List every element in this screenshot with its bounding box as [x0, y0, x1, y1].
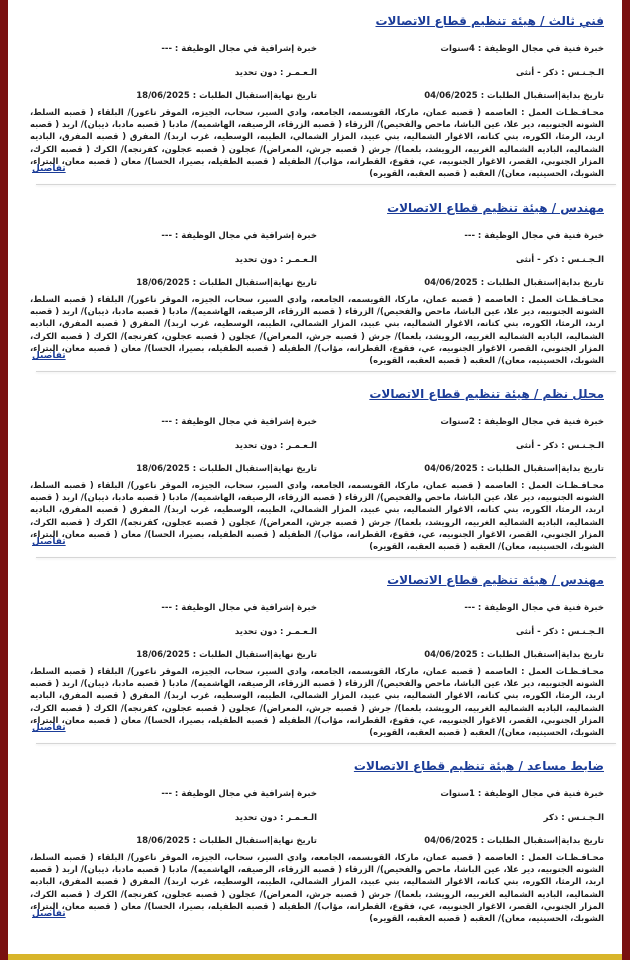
application-start-date: تاريخ بداية|استقبال الطلبات : 04/06/2025 — [424, 650, 604, 660]
job-card — [8, 559, 622, 744]
gender: الـجـنـس : ذكر — [543, 813, 604, 823]
technical-experience: خبرة فنية في مجال الوظيفة : 1سنوات — [440, 789, 604, 799]
application-start-date: تاريخ بداية|استقبال الطلبات : 04/06/2025 — [424, 91, 604, 101]
technical-experience: خبرة فنية في مجال الوظيفة : 2سنوات — [440, 417, 604, 427]
work-governorates: محـافـظـات العمل : العاصمه ( قصبه عمان، ماركا، القويسمه، الجامعه، وادي السير، سحاب، الجيزه، الموقر ناعور)/ البلقاء ( قصبه السلط، الشونه الجنوبيه، دير علا، عين الباشا، ماحص والفحيص)/ الزرقاء ( قصبه الزرقاء، الرصيفه، الهاشميه)/ مادبا ( قصبه مادبا، ذيبان)/ اربد ( قصبه اربد، الرمثا، الكوره، بني كنانه، الاغوار الشماليه، بني عبيد، المزار الشمالي، الطيبه، الوسطيه، غرب اربد)/ المفرق ( قصبه المفرق، الباديه الشماليه، الباديه الشماليه الغربيه، الرويشد، بلعما)/ جرش ( قصبه جرش، المعراض)/ عجلون ( قصبه عجلون، كفرنجه)/ الكرك ( قصبه الكرك، المزار الجنوبي، القصر، الاغوار الجنوبيه، عي، فقوع، القطرانه، مؤاب)/ الطفيله ( قصبه الطفيله، بصيرا، الحسا)/ معان ( قصبه معان، البتراء، الشوبك، الحسينيه، معان)/ العقبه ( قصبه العقبه، القويره) — [30, 294, 604, 366]
supervisory-experience: خبرة إشرافية في مجال الوظيفة : --- — [161, 44, 317, 54]
age: الـعـمـر : دون تحديد — [234, 255, 317, 265]
supervisory-experience: خبرة إشرافية في مجال الوظيفة : --- — [161, 789, 317, 799]
age: الـعـمـر : دون تحديد — [234, 441, 317, 451]
job-card — [8, 745, 622, 930]
details-link[interactable]: تفاصيل — [32, 723, 66, 733]
technical-experience: خبرة فنية في مجال الوظيفة : 4سنوات — [440, 44, 604, 54]
job-title-link[interactable]: ضابط مساعد / هيئة تنظيم قطاع الاتصالات — [353, 759, 604, 773]
job-title-link[interactable]: مهندس / هيئة تنظيم قطاع الاتصالات — [387, 573, 604, 587]
work-governorates: محـافـظـات العمل : العاصمه ( قصبه عمان، ماركا، القويسمه، الجامعه، وادي السير، سحاب، الجيزه، الموقر ناعور)/ البلقاء ( قصبه السلط، الشونه الجنوبيه، دير علا، عين الباشا، ماحص والفحيص)/ الزرقاء ( قصبه الزرقاء، الرصيفه، الهاشميه)/ مادبا ( قصبه مادبا، ذيبان)/ اربد ( قصبه اربد، الرمثا، الكوره، بني كنانه، الاغوار الشماليه، بني عبيد، المزار الشمالي، الطيبه، الوسطيه، غرب اربد)/ المفرق ( قصبه المفرق، الباديه الشماليه، الباديه الشماليه الغربيه، الرويشد، بلعما)/ جرش ( قصبه جرش، المعراض)/ عجلون ( قصبه عجلون، كفرنجه)/ الكرك ( قصبه الكرك، المزار الجنوبي، القصر، الاغوار الجنوبيه، عي، فقوع، القطرانه، مؤاب)/ الطفيله ( قصبه الطفيله، بصيرا، الحسا)/ معان ( قصبه معان، البتراء، الشوبك، الحسينيه، معان)/ العقبه ( قصبه العقبه، القويره) — [30, 852, 604, 924]
job-card — [8, 187, 622, 372]
job-card — [8, 0, 622, 185]
card-divider — [36, 557, 616, 558]
application-start-date: تاريخ بداية|استقبال الطلبات : 04/06/2025 — [424, 464, 604, 474]
application-end-date: تاريخ نهاية|استقبال الطلبات : 18/06/2025 — [136, 91, 317, 101]
job-card — [8, 373, 622, 558]
details-link[interactable]: تفاصيل — [32, 164, 66, 174]
supervisory-experience: خبرة إشرافية في مجال الوظيفة : --- — [161, 231, 317, 241]
application-end-date: تاريخ نهاية|استقبال الطلبات : 18/06/2025 — [136, 464, 317, 474]
card-divider — [36, 743, 616, 744]
details-link[interactable]: تفاصيل — [32, 537, 66, 547]
technical-experience: خبرة فنية في مجال الوظيفة : --- — [464, 231, 604, 241]
age: الـعـمـر : دون تحديد — [234, 813, 317, 823]
job-title-link[interactable]: محلل نظم / هيئة تنظيم قطاع الاتصالات — [369, 387, 604, 401]
footer-bar — [8, 954, 622, 960]
age: الـعـمـر : دون تحديد — [234, 68, 317, 78]
application-start-date: تاريخ بداية|استقبال الطلبات : 04/06/2025 — [424, 278, 604, 288]
card-divider — [36, 184, 616, 185]
application-end-date: تاريخ نهاية|استقبال الطلبات : 18/06/2025 — [136, 650, 317, 660]
application-end-date: تاريخ نهاية|استقبال الطلبات : 18/06/2025 — [136, 836, 317, 846]
work-governorates: محـافـظـات العمل : العاصمه ( قصبه عمان، ماركا، القويسمه، الجامعه، وادي السير، سحاب، الجيزه، الموقر ناعور)/ البلقاء ( قصبه السلط، الشونه الجنوبيه، دير علا، عين الباشا، ماحص والفحيص)/ الزرقاء ( قصبه الزرقاء، الرصيفه، الهاشميه)/ مادبا ( قصبه مادبا، ذيبان)/ اربد ( قصبه اربد، الرمثا، الكوره، بني كنانه، الاغوار الشماليه، بني عبيد، المزار الشمالي، الطيبه، الوسطيه، غرب اربد)/ المفرق ( قصبه المفرق، الباديه الشماليه، الباديه الشماليه الغربيه، الرويشد، بلعما)/ جرش ( قصبه جرش، المعراض)/ عجلون ( قصبه عجلون، كفرنجه)/ الكرك ( قصبه الكرك، المزار الجنوبي، القصر، الاغوار الجنوبيه، عي، فقوع، القطرانه، مؤاب)/ الطفيله ( قصبه الطفيله، بصيرا، الحسا)/ معان ( قصبه معان، البتراء، الشوبك، الحسينيه، معان)/ العقبه ( قصبه العقبه، القويره) — [30, 107, 604, 179]
job-title-link[interactable]: مهندس / هيئة تنظيم قطاع الاتصالات — [387, 201, 604, 215]
age: الـعـمـر : دون تحديد — [234, 627, 317, 637]
gender: الـجـنـس : ذكر - أنثى — [516, 441, 604, 451]
job-title-link[interactable]: فني ثالث / هيئة تنظيم قطاع الاتصالات — [375, 14, 604, 28]
supervisory-experience: خبرة إشرافية في مجال الوظيفة : --- — [161, 603, 317, 613]
details-link[interactable]: تفاصيل — [32, 909, 66, 919]
work-governorates: محـافـظـات العمل : العاصمه ( قصبه عمان، ماركا، القويسمه، الجامعه، وادي السير، سحاب، الجيزه، الموقر ناعور)/ البلقاء ( قصبه السلط، الشونه الجنوبيه، دير علا، عين الباشا، ماحص والفحيص)/ الزرقاء ( قصبه الزرقاء، الرصيفه، الهاشميه)/ مادبا ( قصبه مادبا، ذيبان)/ اربد ( قصبه اربد، الرمثا، الكوره، بني كنانه، الاغوار الشماليه، بني عبيد، المزار الشمالي، الطيبه، الوسطيه، غرب اربد)/ المفرق ( قصبه المفرق، الباديه الشماليه، الباديه الشماليه الغربيه، الرويشد، بلعما)/ جرش ( قصبه جرش، المعراض)/ عجلون ( قصبه عجلون، كفرنجه)/ الكرك ( قصبه الكرك، المزار الجنوبي، القصر، الاغوار الجنوبيه، عي، فقوع، القطرانه، مؤاب)/ الطفيله ( قصبه الطفيله، بصيرا، الحسا)/ معان ( قصبه معان، البتراء، الشوبك، الحسينيه، معان)/ العقبه ( قصبه العقبه، القويره) — [30, 666, 604, 738]
application-start-date: تاريخ بداية|استقبال الطلبات : 04/06/2025 — [424, 836, 604, 846]
card-divider — [36, 371, 616, 372]
job-listings-page — [8, 0, 622, 960]
gender: الـجـنـس : ذكر - أنثى — [516, 627, 604, 637]
application-end-date: تاريخ نهاية|استقبال الطلبات : 18/06/2025 — [136, 278, 317, 288]
technical-experience: خبرة فنية في مجال الوظيفة : --- — [464, 603, 604, 613]
work-governorates: محـافـظـات العمل : العاصمه ( قصبه عمان، ماركا، القويسمه، الجامعه، وادي السير، سحاب، الجيزه، الموقر ناعور)/ البلقاء ( قصبه السلط، الشونه الجنوبيه، دير علا، عين الباشا، ماحص والفحيص)/ الزرقاء ( قصبه الزرقاء، الرصيفه، الهاشميه)/ مادبا ( قصبه مادبا، ذيبان)/ اربد ( قصبه اربد، الرمثا، الكوره، بني كنانه، الاغوار الشماليه، بني عبيد، المزار الشمالي، الطيبه، الوسطيه، غرب اربد)/ المفرق ( قصبه المفرق، الباديه الشماليه، الباديه الشماليه الغربيه، الرويشد، بلعما)/ جرش ( قصبه جرش، المعراض)/ عجلون ( قصبه عجلون، كفرنجه)/ الكرك ( قصبه الكرك، المزار الجنوبي، القصر، الاغوار الجنوبيه، عي، فقوع، القطرانه، مؤاب)/ الطفيله ( قصبه الطفيله، بصيرا، الحسا)/ معان ( قصبه معان، البتراء، الشوبك، الحسينيه، معان)/ العقبه ( قصبه العقبه، القويره) — [30, 480, 604, 552]
gender: الـجـنـس : ذكر - أنثى — [516, 255, 604, 265]
gender: الـجـنـس : ذكر - أنثى — [516, 68, 604, 78]
supervisory-experience: خبرة إشرافية في مجال الوظيفة : --- — [161, 417, 317, 427]
details-link[interactable]: تفاصيل — [32, 351, 66, 361]
